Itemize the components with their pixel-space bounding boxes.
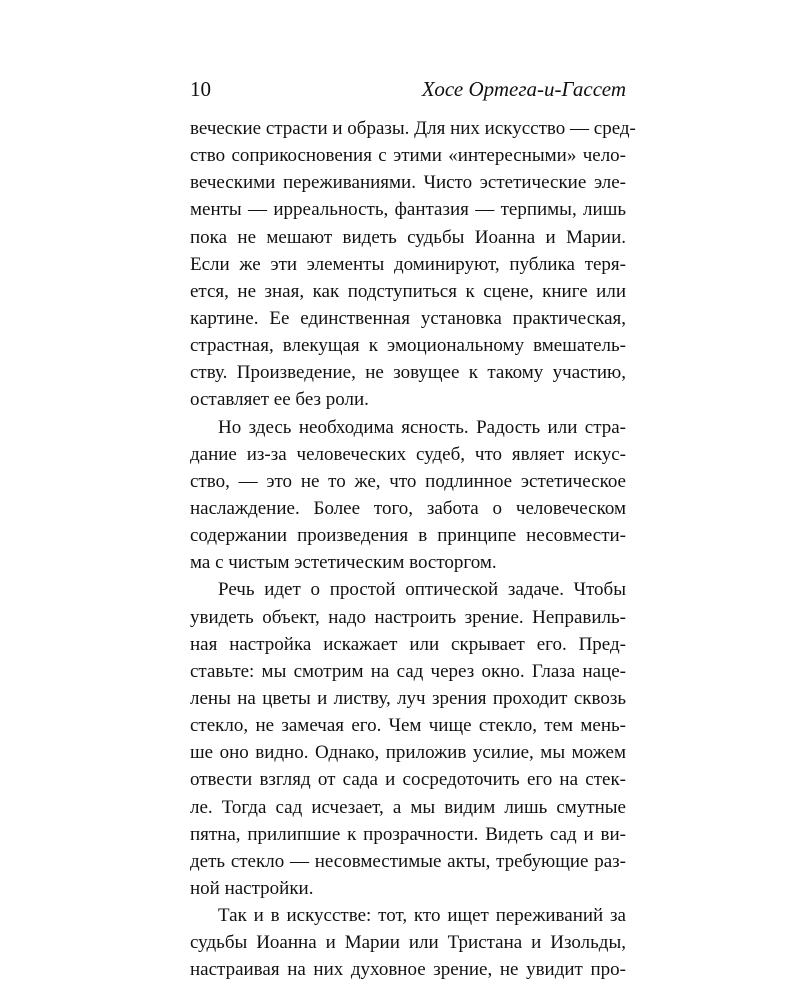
text-line: дание из-за человеческих судеб, что являет искус- <box>190 443 626 465</box>
text-line: ставьте: мы смотрим на сад через окно. Глаза наце- <box>190 660 626 682</box>
text-line: пока не мешают видеть судьбы Иоанна и Марии. <box>190 226 626 248</box>
text-line: картине. Ее единственная установка практическая, <box>190 307 626 329</box>
text-line: стекло, не замечая его. Чем чище стекло, тем мень- <box>190 715 626 737</box>
paragraph-first-line: Но здесь необходима ясность. Радость или стра- <box>218 416 626 438</box>
text-line: ется, не зная, как подступиться к сцене, книге или <box>190 280 626 302</box>
text-line: менты — ирреальность, фантазия — терпимы, лишь <box>190 199 626 221</box>
paragraph-end-line: ма с чистым эстетическим восторгом. <box>190 552 497 574</box>
text-line: ству. Произведение, не зовущее к такому участию, <box>190 362 626 384</box>
running-title: Хосе Ортега-и-Гассет <box>421 77 626 101</box>
text-line: ство соприкосновения с этими «интересными» чело- <box>190 145 626 167</box>
body-text <box>190 115 636 984</box>
text-line: веческими переживаниями. Чисто эстетические эле- <box>190 172 626 194</box>
running-head <box>190 74 626 104</box>
text-line: вечеcкие страсти и образы. Для них искусство — сред- <box>190 118 636 139</box>
text-line: наслаждение. Более того, забота о человеческом <box>190 497 626 519</box>
text-line: ство, — это не то же, что подлинное эстетическое <box>190 470 626 492</box>
text-line: пятна, прилипшие к прозрачности. Видеть сад и ви- <box>190 823 626 845</box>
text-line: ная настройка искажает или скрывает его. Пред- <box>190 633 626 655</box>
text-line: ше оно видно. Однако, приложив усилие, мы можем <box>190 742 626 764</box>
text-line: увидеть объект, надо настроить зрение. Неправиль- <box>190 606 626 628</box>
paragraph-first-line: Так и в искусстве: тот, кто ищет переживаний за <box>218 905 626 927</box>
paragraph-end-line: ной настройки. <box>190 877 314 899</box>
text-line: отвести взгляд от сада и сосредоточить его на стек- <box>190 769 626 791</box>
text-line: ле. Тогда сад исчезает, а мы видим лишь смутные <box>190 796 626 818</box>
text-line: настраивая на них духовное зрение, не увидит про- <box>190 959 626 981</box>
text-line: судьбы Иоанна и Марии или Тристана и Изольды, <box>190 932 626 954</box>
text-line: деть стекло — несовместимые акты, требующие раз- <box>190 850 626 872</box>
text-line: страстная, влекущая к эмоциональному вмешатель- <box>190 335 626 357</box>
text-line: лены на цветы и листву, луч зрения проходит сквозь <box>190 687 626 709</box>
text-line: Если же эти элементы доминируют, публика теря- <box>190 253 626 275</box>
page-number: 10 <box>190 77 211 101</box>
paragraph-end-line: оставляет ее без роли. <box>190 389 369 411</box>
text-line: содержании произведения в принципе несовмести- <box>190 525 626 547</box>
paragraph-first-line: Речь идет о простой оптической задаче. Чтобы <box>218 579 626 601</box>
